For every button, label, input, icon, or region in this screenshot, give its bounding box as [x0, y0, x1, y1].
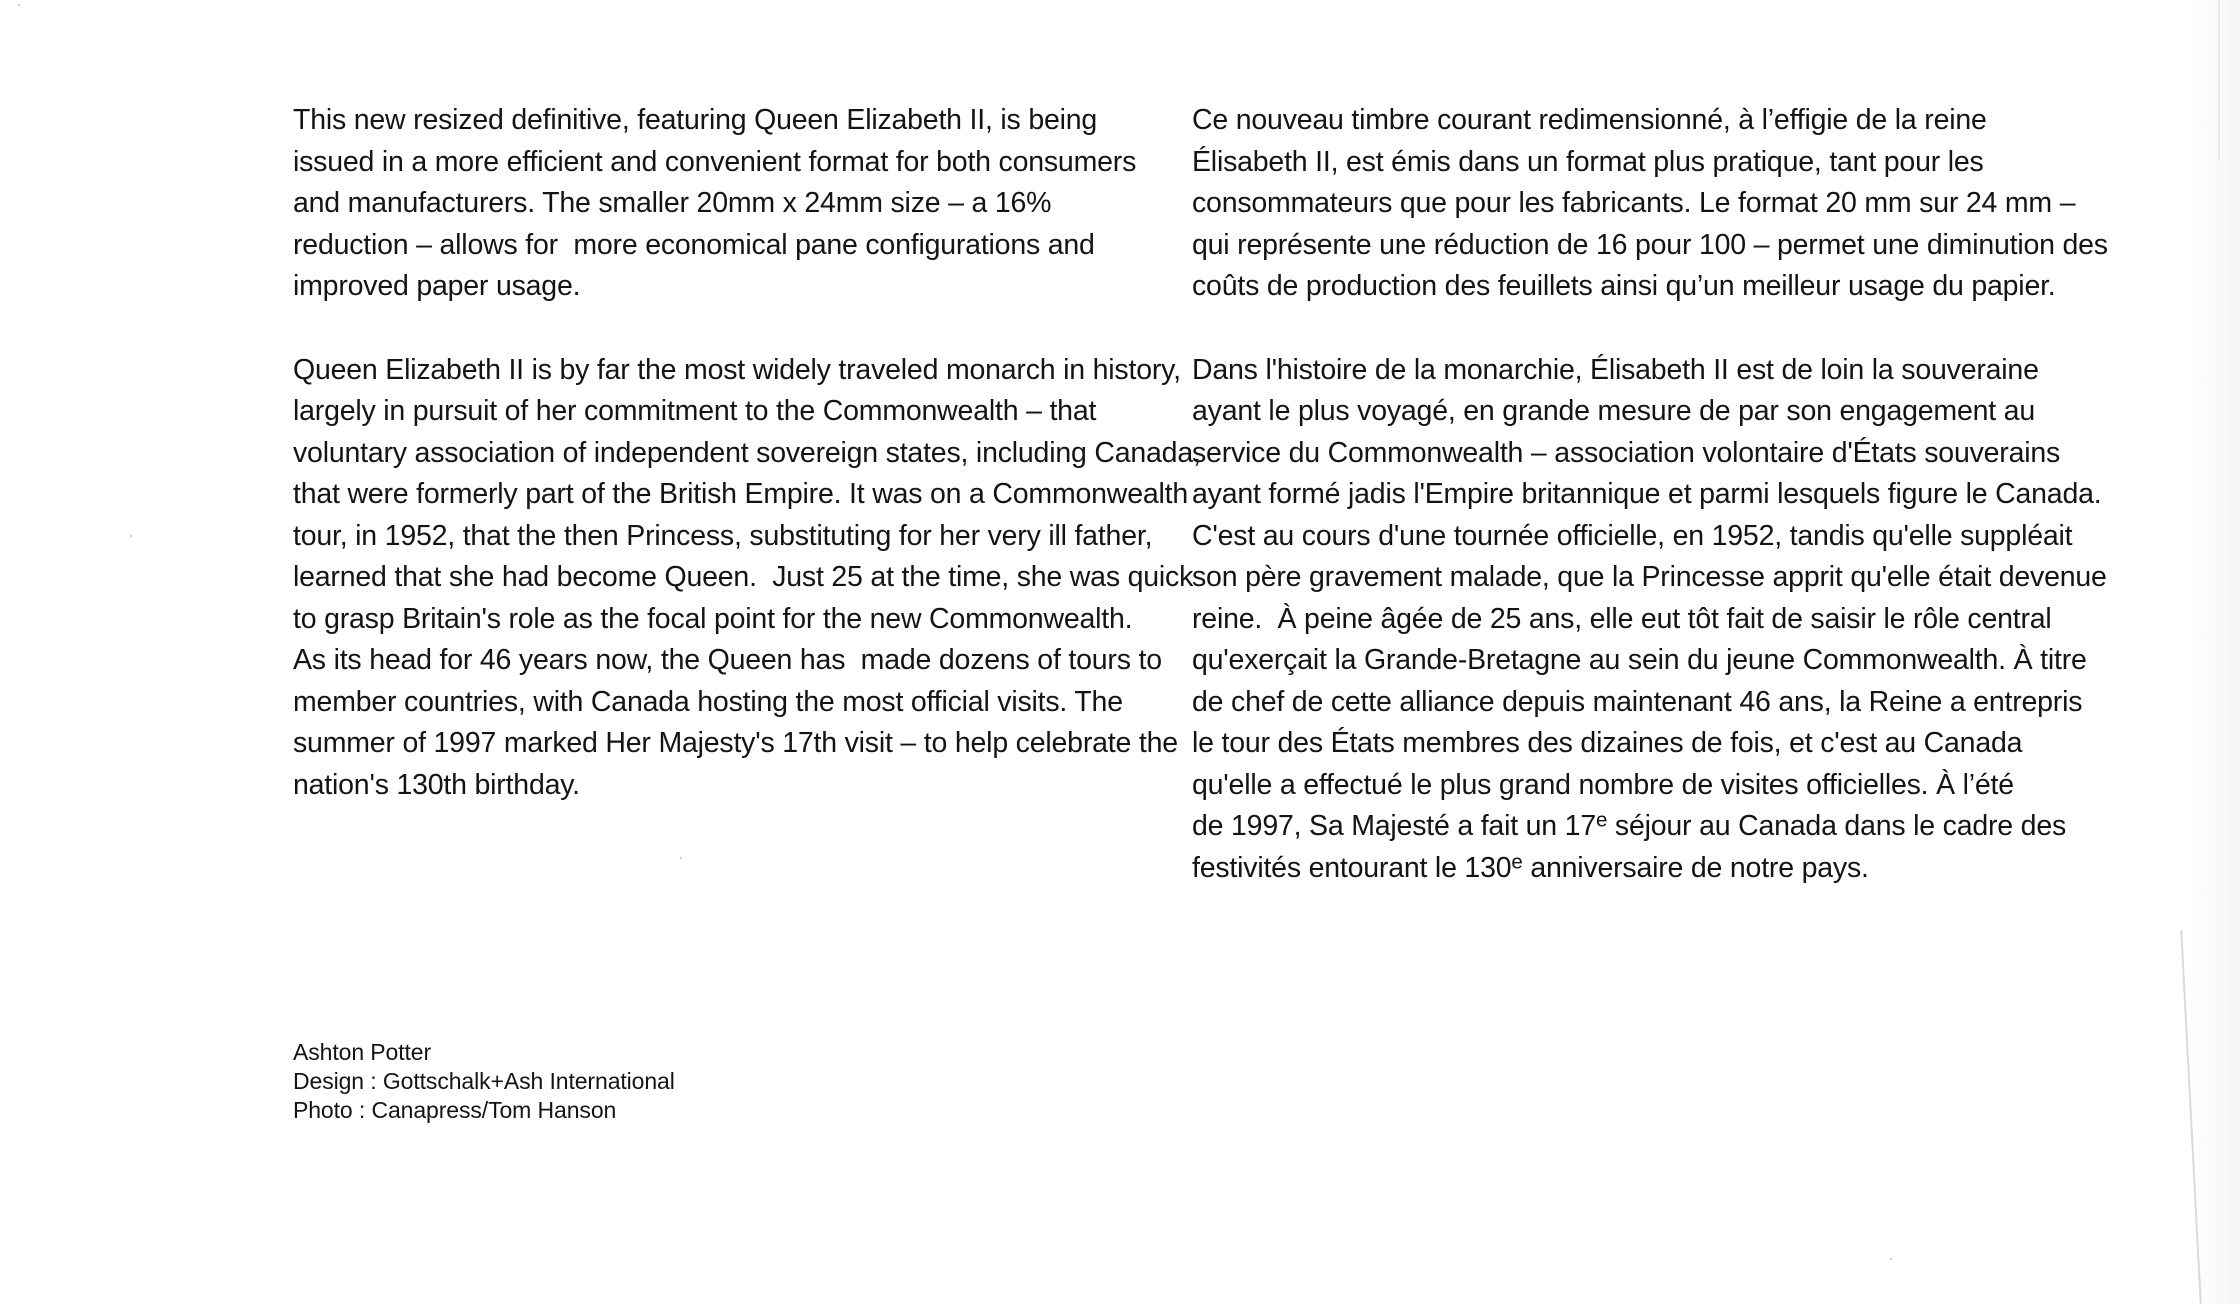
text-line: tour, in 1952, that the then Princess, substituting for her very ill father, [293, 519, 1153, 552]
text-line: C'est au cours d'une tournée officielle, en 1952, tandis qu'elle suppléait [1192, 519, 2073, 552]
scan-speck [1890, 1258, 1892, 1260]
french-paragraph-history [1192, 350, 2122, 890]
text-fragment: séjour au Canada dans le cadre des [1607, 810, 2067, 842]
text-line: This new resized definitive, featuring Queen Elizabeth II, is being [293, 104, 1098, 136]
text-line: coûts de production des feuillets ainsi qu’un meilleur usage du papier. [1192, 270, 2056, 302]
ordinal-superscript: e [1595, 808, 1608, 832]
english-text-column [293, 100, 1201, 806]
scan-edge-line [2218, 0, 2220, 160]
text-fragment: festivités entourant le 130 [1192, 851, 1512, 884]
text-line: voluntary association of independent sovereign states, including Canada, [293, 436, 1201, 469]
credits-block [293, 1038, 675, 1125]
text-line: Élisabeth II, est émis dans un format plus pratique, tant pour les [1192, 145, 1984, 178]
text-line: Queen Elizabeth II is by far the most widely traveled monarch in history, [293, 353, 1181, 386]
text-line: nation's 130th birthday. [293, 768, 580, 801]
text-line: ayant le plus voyagé, en grande mesure de par son engagement au [1192, 395, 2035, 427]
text-line: reduction – allows for more economical pane configurations and [293, 228, 1095, 261]
scan-speck [680, 857, 682, 859]
paragraph-spacer [1192, 308, 2122, 350]
text-line: service du Commonwealth – association volontaire d'États souverains [1192, 436, 2061, 469]
text-line: learned that she had become Queen. Just 25 at the time, she was quick [293, 561, 1194, 593]
text-line: improved paper usage. [293, 270, 581, 302]
scan-edge-shadow [2190, 0, 2240, 1304]
text-line: summer of 1997 marked Her Majesty's 17th visit – to help celebrate the [293, 727, 1178, 759]
text-line: reine. À peine âgée de 25 ans, elle eut tôt fait de saisir le rôle central [1192, 602, 2052, 635]
text-line: qui représente une réduction de 16 pour 100 – permet une diminution des [1192, 228, 2108, 261]
text-line: de chef de cette alliance depuis maintenant 46 ans, la Reine a entrepris [1192, 685, 2083, 718]
text-line: le tour des États membres des dizaines de fois, et c'est au Canada [1192, 727, 2023, 759]
french-text-column [1192, 100, 2122, 889]
text-line: qu'elle a effectué le plus grand nombre de visites officielles. À l’été [1192, 768, 2014, 801]
printer-credit: Ashton Potter [293, 1039, 432, 1065]
text-line: Ce nouveau timbre courant redimensionné, à l’effigie de la reine [1192, 104, 1987, 136]
text-line: and manufacturers. The smaller 20mm x 24mm size – a 16% [293, 187, 1052, 219]
scan-speck [18, 4, 20, 6]
french-paragraph-format [1192, 100, 2122, 308]
design-credit: Design : Gottschalk+Ash International [293, 1068, 675, 1094]
text-line: consommateurs que pour les fabricants. Le format 20 mm sur 24 mm – [1192, 187, 2076, 219]
ordinal-superscript: e [1511, 849, 1523, 873]
text-fragment: de 1997, Sa Majesté a fait un 17 [1192, 810, 1596, 842]
text-line: that were formerly part of the British Empire. It was on a Commonwealth [293, 478, 1188, 510]
text-line: As its head for 46 years now, the Queen has made dozens of tours to [293, 644, 1162, 676]
text-line: member countries, with Canada hosting the most official visits. The [293, 685, 1123, 718]
text-line: issued in a more efficient and convenient format for both consumers [293, 145, 1137, 178]
scan-speck [130, 535, 132, 537]
text-fragment: anniversaire de notre pays. [1522, 851, 1869, 884]
text-line: Dans l'histoire de la monarchie, Élisabeth II est de loin la souveraine [1192, 353, 2039, 386]
text-line: son père gravement malade, que la Princesse apprit qu'elle était devenue [1192, 561, 2107, 593]
english-paragraph-format [293, 100, 1173, 308]
text-line: qu'exerçait la Grande-Bretagne au sein du jeune Commonwealth. À titre [1192, 644, 2087, 676]
photo-credit: Photo : Canapress/Tom Hanson [293, 1097, 617, 1123]
english-paragraph-history [293, 350, 1201, 807]
text-line: to grasp Britain's role as the focal point for the new Commonwealth. [293, 602, 1133, 635]
text-line-17th-visit [1192, 806, 2122, 848]
text-line: largely in pursuit of her commitment to the Commonwealth – that [293, 395, 1097, 427]
text-line: ayant formé jadis l'Empire britannique et parmi lesquels figure le Canada. [1192, 478, 2102, 510]
text-line-130th-anniversary [1192, 848, 2122, 890]
paragraph-spacer [293, 308, 1173, 350]
